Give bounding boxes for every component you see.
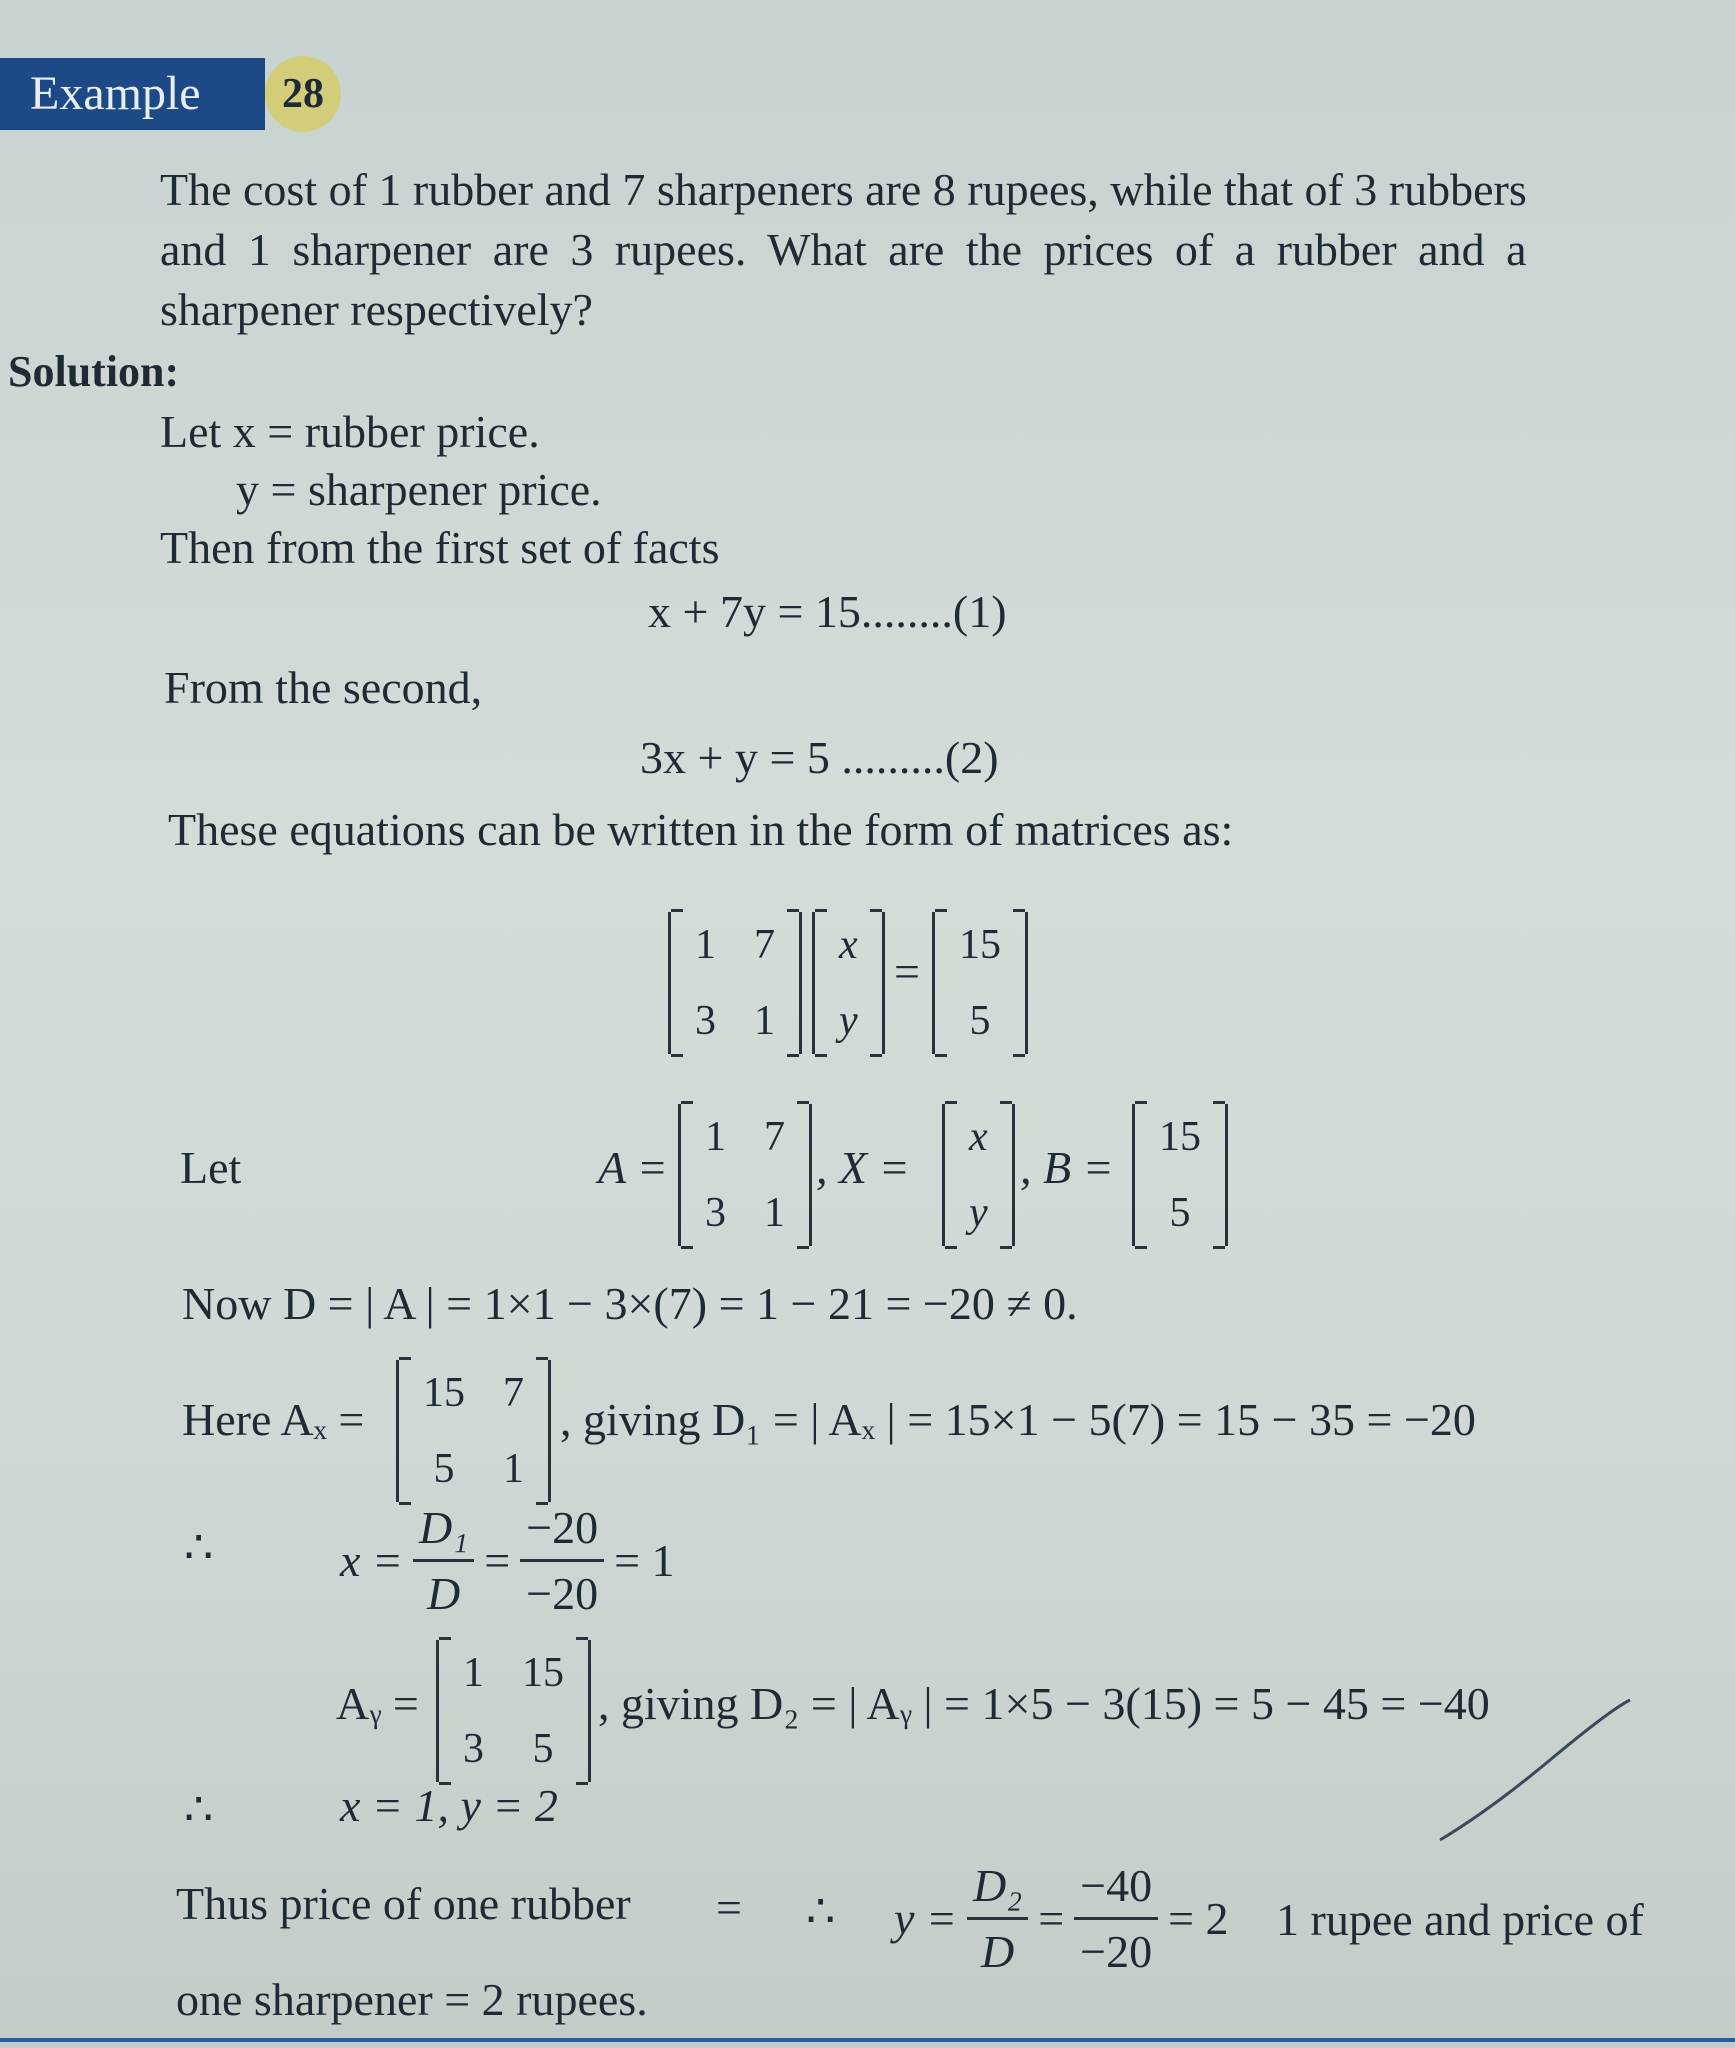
matrix-cell: 7	[764, 1114, 785, 1160]
fraction-denominator: D	[980, 1926, 1015, 1978]
matrix-cell: 15	[1159, 1114, 1201, 1160]
final-prefix: Thus price of one rubber	[176, 1878, 631, 1929]
x-lhs: x =	[340, 1535, 403, 1587]
matrix-x-variables	[812, 912, 885, 1054]
therefore-symbol: ∴	[184, 1522, 214, 1573]
matrix-cell: 1	[764, 1190, 785, 1236]
fraction-denominator: −20	[1080, 1926, 1153, 1978]
solution-heading: Solution:	[8, 347, 180, 396]
ax-suffix: , giving D₁ = | Aₓ | = 15×1 − 5(7) = 15 − 35 = −20	[560, 1394, 1476, 1445]
bottom-rule	[0, 2038, 1735, 2042]
x-calculation	[340, 1500, 675, 1621]
fraction-denominator: D	[426, 1568, 461, 1620]
problem-line-3: sharpener respectively?	[160, 284, 593, 335]
pen-tick-mark	[1430, 1690, 1650, 1850]
def-matrix-x	[942, 1104, 1015, 1246]
matrix-cell: 3	[705, 1190, 726, 1236]
from-second-line: From the second,	[164, 662, 483, 713]
final-line-2: one sharpener = 2 rupees.	[176, 1974, 648, 2025]
def-matrix-b	[1132, 1104, 1228, 1246]
fraction-numerator: −20	[520, 1500, 604, 1562]
fraction-numerator: −40	[1074, 1858, 1158, 1920]
matrix-cell: y	[969, 1190, 988, 1236]
ax-matrix	[396, 1360, 551, 1502]
example-number-badge	[265, 56, 341, 132]
let-x-line: Let x = rubber price.	[160, 406, 540, 457]
matrix-cell: 1	[503, 1446, 524, 1492]
therefore-symbol: ∴	[806, 1886, 836, 1937]
matrix-cell: 1	[705, 1114, 726, 1160]
y-calculation	[894, 1858, 1229, 1979]
fraction-numerator: D₂	[967, 1858, 1028, 1920]
matrix-cell: 5	[1169, 1190, 1191, 1236]
equation-2: 3x + y = 5 .........(2)	[640, 732, 999, 783]
matrix-cell: 7	[754, 922, 775, 968]
ax-prefix: Here Aₓ =	[182, 1394, 365, 1445]
matrix-a-coefficients	[668, 912, 802, 1054]
problem-line-2: and 1 sharpener are 3 rupees. What are the prices of a rubber and a	[160, 224, 1527, 275]
matrix-equals: =	[894, 946, 920, 997]
matrix-cell: 1	[754, 998, 775, 1044]
def-matrix-a	[678, 1104, 812, 1246]
therefore-symbol: ∴	[184, 1784, 214, 1835]
equation-1: x + 7y = 15........(1)	[648, 586, 1007, 637]
matrix-cell: 1	[695, 922, 716, 968]
equals-sign: =	[484, 1535, 511, 1587]
def-b-label: , B =	[1020, 1142, 1114, 1193]
example-number: 28	[282, 71, 324, 117]
matrix-cell: 5	[532, 1726, 554, 1772]
fraction-numerator: D₁	[413, 1500, 474, 1562]
equals-sign: =	[1038, 1893, 1065, 1945]
example-label: Example	[30, 67, 201, 120]
matrix-intro-line: These equations can be written in the form of matrices as:	[168, 804, 1234, 855]
problem-line-1: The cost of 1 rubber and 7 sharpeners are 8 rupees, while that of 3 rubbers	[160, 164, 1527, 215]
matrix-cell: 1	[463, 1650, 484, 1696]
fraction-d2-d	[967, 1858, 1028, 1979]
fraction-d1-d	[413, 1500, 474, 1621]
matrix-cell: 3	[463, 1726, 484, 1772]
ay-matrix	[436, 1640, 591, 1782]
final-suffix: 1 rupee and price of	[1276, 1894, 1644, 1945]
y-lhs: y =	[894, 1893, 957, 1945]
matrix-cell: 15	[959, 922, 1001, 968]
x-result: = 1	[614, 1535, 675, 1587]
ay-suffix: , giving D₂ = | Aᵧ | = 1×5 − 3(15) = 5 − 45 = −40	[598, 1678, 1490, 1729]
matrix-cell: 3	[695, 998, 716, 1044]
matrix-cell: 7	[503, 1370, 524, 1416]
result-line: x = 1, y = 2	[340, 1780, 558, 1831]
fraction-values	[520, 1500, 604, 1621]
final-equals: =	[716, 1882, 742, 1933]
fraction-values	[1074, 1858, 1158, 1979]
determinant-line: Now D = | A | = 1×1 − 3×(7) = 1 − 21 = −20 ≠ 0.	[182, 1278, 1078, 1329]
matrix-b-constants	[932, 912, 1028, 1054]
let-y-line: y = sharpener price.	[236, 464, 602, 515]
matrix-cell: 15	[522, 1650, 564, 1696]
def-x-label: , X =	[816, 1142, 910, 1193]
let-label: Let	[180, 1142, 242, 1193]
ay-prefix: Aᵧ =	[336, 1678, 419, 1729]
first-facts-line: Then from the first set of facts	[160, 522, 720, 573]
matrix-cell: x	[969, 1114, 988, 1160]
matrix-cell: 5	[969, 998, 991, 1044]
def-a-label: A =	[598, 1142, 668, 1193]
matrix-cell: 15	[423, 1370, 465, 1416]
matrix-cell: y	[839, 998, 858, 1044]
matrix-cell: x	[839, 922, 858, 968]
matrix-cell: 5	[433, 1446, 455, 1492]
fraction-denominator: −20	[526, 1568, 599, 1620]
y-result: = 2	[1168, 1893, 1229, 1945]
